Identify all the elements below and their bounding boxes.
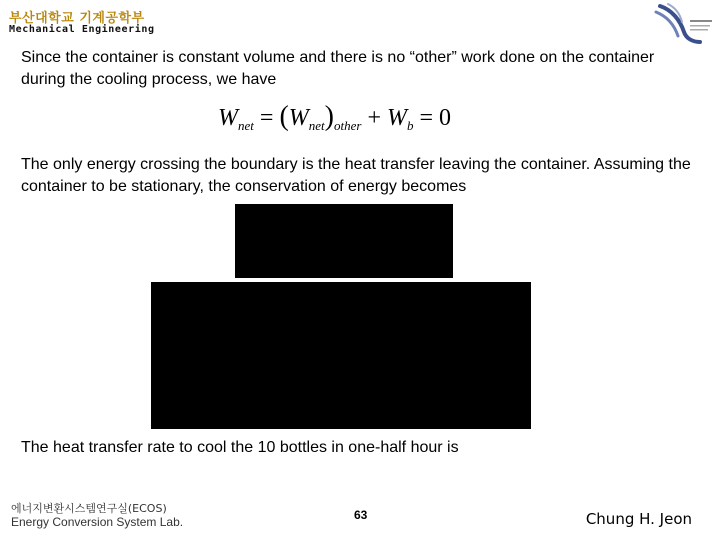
author-name: Chung H. Jeon: [585, 510, 692, 528]
paragraph-constant-volume: Since the container is constant volume and there is no “other” work done on the container during the cooling process, we have: [21, 49, 655, 88]
lab-name-korean: 에너지변환시스템연구실(ECOS): [11, 502, 167, 515]
department-name: Mechanical Engineering: [9, 24, 155, 35]
work-equation: $W_{net} = (W_{net})_{other} + W_b = 0$: [218, 101, 452, 133]
paragraph-energy-boundary: The only energy crossing the boundary is the heat transfer leaving the container. Assuming the container to be stationary, the conservation of energy becomes: [21, 156, 691, 195]
lab-name-english: Energy Conversion System Lab.: [11, 515, 184, 529]
paragraph-heat-transfer-rate: The heat transfer rate to cool the 10 bottles in one-half hour is: [21, 439, 459, 456]
energy-balance-image-top: [235, 204, 453, 278]
university-name-korean: 부산대학교 기계공학부: [9, 11, 145, 26]
page-number: 63: [354, 508, 368, 522]
energy-balance-image-bottom: [151, 282, 531, 429]
university-emblem-icon: [650, 2, 716, 46]
